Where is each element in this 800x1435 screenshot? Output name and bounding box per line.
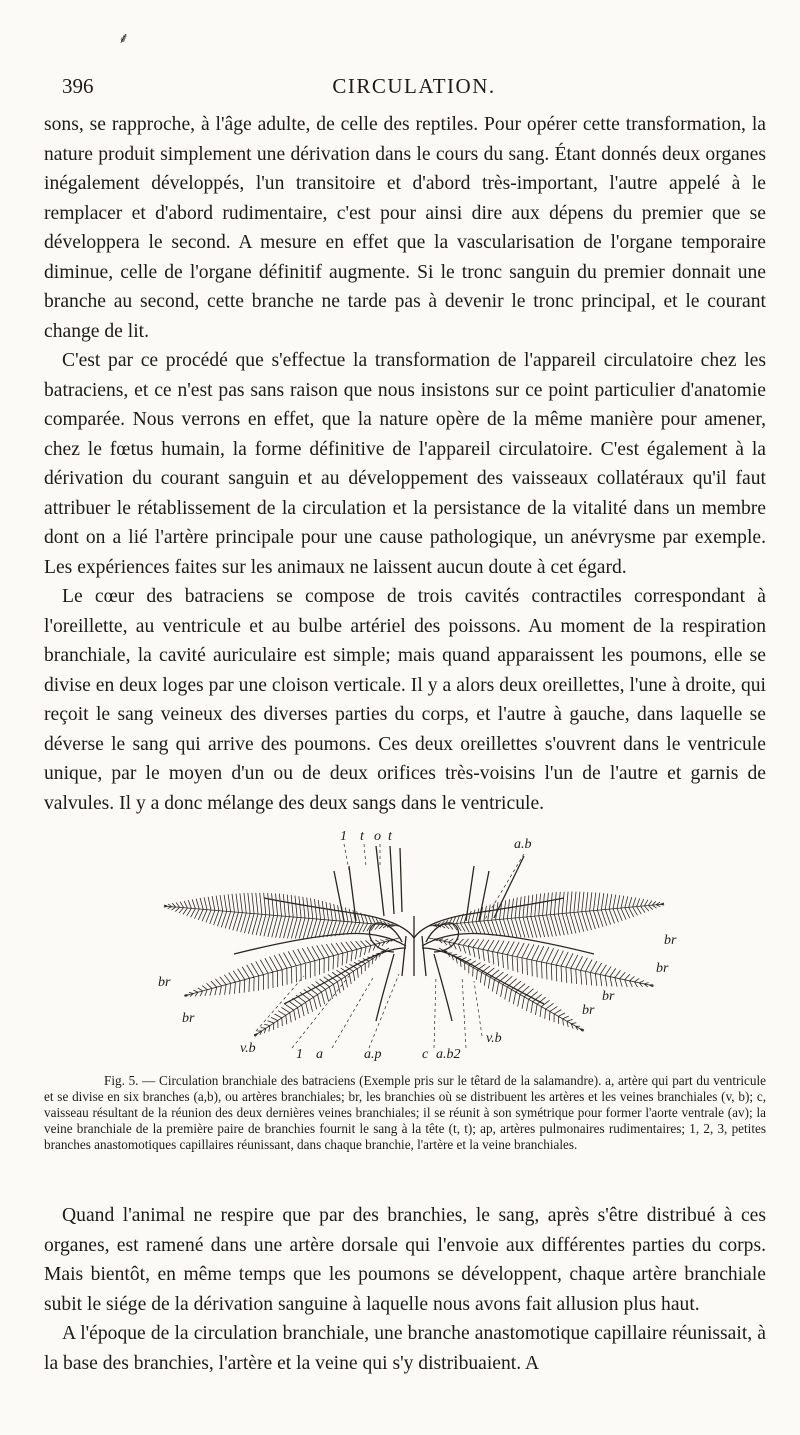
body-text-top bbox=[44, 110, 766, 818]
label-br-right-2: br bbox=[656, 961, 669, 976]
paragraph: Quand l'animal ne respire que par des branchies, le sang, après s'être distribué à ces organes, est ramené dans une artère dorsale qui l'envoie aux différentes parties du corps. Mais bientôt, en même temps que les poumons se développent, chaque artère branchiale subit le siége de la dérivation sanguine à laquelle nous avons fait allusion plus haut. bbox=[44, 1205, 766, 1315]
label-bottom-c: c bbox=[422, 1047, 429, 1062]
label-top-o: o bbox=[374, 829, 381, 844]
label-vb-right: v.b bbox=[486, 1031, 502, 1046]
figure-illustration bbox=[144, 826, 684, 1071]
figure-caption bbox=[44, 1073, 766, 1153]
label-bottom-a: a bbox=[316, 1047, 323, 1062]
paragraph: Le cœur des batraciens se compose de trois cavités contractiles correspondant à l'oreillette, au ventricule et au bulbe artériel des poissons. Au moment de la respiration branchiale, la cavité auriculaire est simple; mais quand apparaissent les poumons, elle se divise en deux loges par une cloison verticale. Il y a alors deux oreillettes, l'une à droite, qui reçoit le sang veineux des diverses parties du corps, et l'autre à gauche, dans laquelle se déverse le sang qui arrive des poumons. Ces deux oreillettes s'ouvrent dans le ventricule unique, par le moyen d'un ou de deux orifices très-voisins l'un de l'autre et garnis de valvules. Il y a donc mélange des deux sangs dans le ventricule. bbox=[44, 586, 766, 814]
page-number: 396 bbox=[62, 74, 94, 98]
label-top-t-2: t bbox=[388, 829, 392, 844]
caption-text: Fig. 5. — Circulation branchiale des batraciens (Exemple pris sur le têtard de la salamandre). a, artère qui part du ventricule et se divise en six branches (a,b), ou artères branchiales; br, les branchies où se distribuent les artères et les veines branchiales (v, b); c, vaisseau résultant de la réunion des deux dernières veines branchiales; il se réunit à son symétrique pour former l'aorte ventrale (av); la veine branchiale de la première paire de branchies fournit le sang à la tête (t, t); ap, artères pulmonaires rudimentaires; 1, 2, 3, petites branches anastomotiques capillaires réunissant, dans chaque branchie, l'artère et la veine branchiales. bbox=[44, 1073, 766, 1153]
label-top-1: 1 bbox=[340, 829, 347, 844]
label-vb-left: v.b bbox=[240, 1041, 256, 1056]
paragraph: C'est par ce procédé que s'effectue la transformation de l'appareil circulatoire chez les batraciens, et ce n'est pas sans raison que nous insistons sur ce point particulier d'anatomie comparée. Nous verrons en effet, que la nature opère de la même manière pour amener, chez le fœtus humain, la forme définitive de l'appareil circulatoire. C'est également à la dérivation du courant sanguin et au développement des vaisseaux collatéraux qu'il faut attribuer le rétablissement de la circulation et la persistance de la vitalité dans un membre dont on a lié l'artère principale pour une cause pathologique, un anévrysme par exemple. Les expériences faites sur les animaux ne laissent aucun doute à cet égard. bbox=[44, 350, 766, 578]
label-br-left-2: br bbox=[182, 1011, 195, 1026]
label-bottom-1: 1 bbox=[296, 1047, 303, 1062]
label-bottom-ap: a.p bbox=[364, 1047, 382, 1062]
paragraph: A l'époque de la circulation branchiale, une branche anastomotique capillaire réunissait, à la base des branchies, l'artère et la veine qui s'y distribuaient. A bbox=[44, 1323, 766, 1374]
leader-lines bbox=[256, 844, 524, 1048]
body-text-bottom bbox=[44, 1201, 766, 1378]
printer-mark: ⸙ bbox=[118, 31, 130, 47]
label-br-right-3: br bbox=[602, 989, 615, 1004]
page-header bbox=[62, 70, 766, 100]
running-title: CIRCULATION. bbox=[332, 74, 496, 98]
paragraph: sons, se rapproche, à l'âge adulte, de celle des reptiles. Pour opérer cette transformation, la nature produit simplement une dérivation dans le cours du sang. Étant donnés deux organes inégalement développés, l'un transitoire et d'abord très-important, l'autre appelé à le remplacer et d'abord rudimentaire, c'est pour ainsi dire aux dépens du premier que se développera le second. A mesure en effet que la vascularisation de l'organe temporaire diminue, celle de l'organe définitif augmente. Si le tronc sanguin du premier donnait une branche au second, cette branche ne tarde pas à devenir le tronc principal, et le courant change de lit. bbox=[44, 114, 766, 342]
label-br-right-1: br bbox=[664, 933, 677, 948]
label-br-left: br bbox=[158, 975, 171, 990]
label-ab-top: a.b bbox=[514, 837, 532, 852]
label-bottom-ab2: a.b2 bbox=[436, 1047, 461, 1062]
label-top-t: t bbox=[360, 829, 364, 844]
figure-gill-circulation bbox=[144, 826, 684, 1071]
label-br-right-4: br bbox=[582, 1003, 595, 1018]
